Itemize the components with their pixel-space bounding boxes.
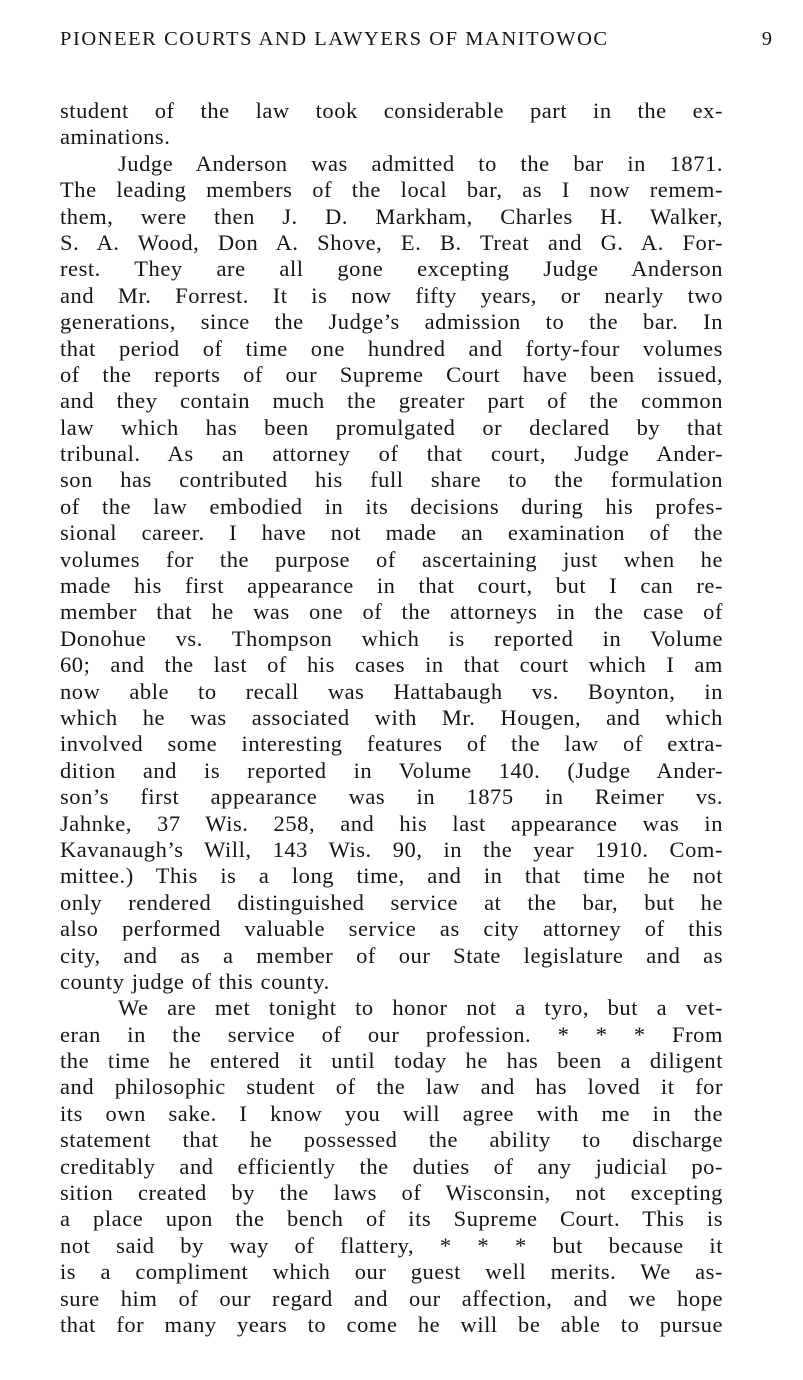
text-line: sional career. I have not made an examination of the (60, 520, 723, 546)
text-line: 60; and the last of his cases in that court which I am (60, 652, 723, 678)
text-line: creditably and efficiently the duties of any judicial po- (60, 1153, 723, 1179)
text-line: We are met tonight to honor not a tyro, but a vet- (118, 995, 723, 1021)
text-line: of the reports of our Supreme Court have been issued, (60, 361, 723, 387)
text-line: Jahnke, 37 Wis. 258, and his last appearance was in (60, 810, 723, 836)
text-line: dition and is reported in Volume 140. (Judge Ander- (60, 757, 723, 783)
text-line: eran in the service of our profession. * * * From (60, 1021, 723, 1047)
text-line: involved some interesting features of the law of extra- (60, 731, 723, 757)
text-line: a place upon the bench of its Supreme Court. This is (60, 1206, 723, 1232)
text-line: of the law embodied in its decisions during his profes- (60, 493, 723, 519)
body-text (60, 98, 723, 1338)
text-line: sure him of our regard and our affection, and we hope (60, 1285, 723, 1311)
text-line: statement that he possessed the ability to discharge (60, 1127, 723, 1153)
text-line: made his first appearance in that court, but I can re- (60, 573, 723, 599)
text-line: and philosophic student of the law and has loved it for (60, 1074, 723, 1100)
text-line: only rendered distinguished service at the bar, but he (60, 889, 723, 915)
text-line: S. A. Wood, Don A. Shove, E. B. Treat and G. A. For- (60, 229, 723, 255)
text-line: that period of time one hundred and forty-four volumes (60, 335, 723, 361)
text-line: Kavanaugh’s Will, 143 Wis. 90, in the year 1910. Com- (60, 836, 723, 862)
text-line: also performed valuable service as city attorney of this (60, 916, 723, 942)
text-line: generations, since the Judge’s admission to the bar. In (60, 309, 723, 335)
text-line: The leading members of the local bar, as I now remem- (60, 177, 723, 203)
text-line: son’s first appearance was in 1875 in Reimer vs. (60, 784, 723, 810)
text-line: sition created by the laws of Wisconsin, not excepting (60, 1180, 723, 1206)
text-line: county judge of this county. (60, 968, 330, 994)
text-line: Judge Anderson was admitted to the bar in 1871. (118, 150, 723, 176)
text-line: law which has been promulgated or declared by that (60, 414, 723, 440)
text-line: which he was associated with Mr. Hougen, and which (60, 704, 723, 730)
text-line: now able to recall was Hattabaugh vs. Boynton, in (60, 678, 723, 704)
text-line: aminations. (60, 124, 171, 150)
text-line: and they contain much the greater part of the common (60, 388, 723, 414)
text-line: volumes for the purpose of ascertaining just when he (60, 546, 723, 572)
text-line: that for many years to come he will be able to pursue (60, 1311, 723, 1337)
text-line: student of the law took considerable part in the ex- (60, 98, 723, 123)
text-line: rest. They are all gone excepting Judge Anderson (60, 256, 723, 282)
text-line: member that he was one of the attorneys in the case of (60, 599, 723, 625)
text-line: mittee.) This is a long time, and in that time he not (60, 863, 723, 889)
text-line: and Mr. Forrest. It is now fifty years, or nearly two (60, 282, 723, 308)
text-line: its own sake. I know you will agree with me in the (60, 1100, 723, 1126)
running-title: PIONEER COURTS AND LAWYERS OF MANITOWOC (60, 28, 609, 50)
page-number: 9 (761, 28, 772, 50)
running-head (60, 28, 772, 54)
text-line: them, were then J. D. Markham, Charles H. Walker, (60, 203, 723, 229)
text-line: not said by way of flattery, * * * but because it (60, 1232, 723, 1258)
text-line: city, and as a member of our State legislature and as (60, 942, 723, 968)
text-line: son has contributed his full share to the formulation (60, 467, 723, 493)
text-line: Donohue vs. Thompson which is reported in Volume (60, 625, 723, 651)
text-line: the time he entered it until today he has been a diligent (60, 1048, 723, 1074)
text-line: is a compliment which our guest well merits. We as- (60, 1259, 723, 1285)
text-line: tribunal. As an attorney of that court, Judge Ander- (60, 441, 723, 467)
